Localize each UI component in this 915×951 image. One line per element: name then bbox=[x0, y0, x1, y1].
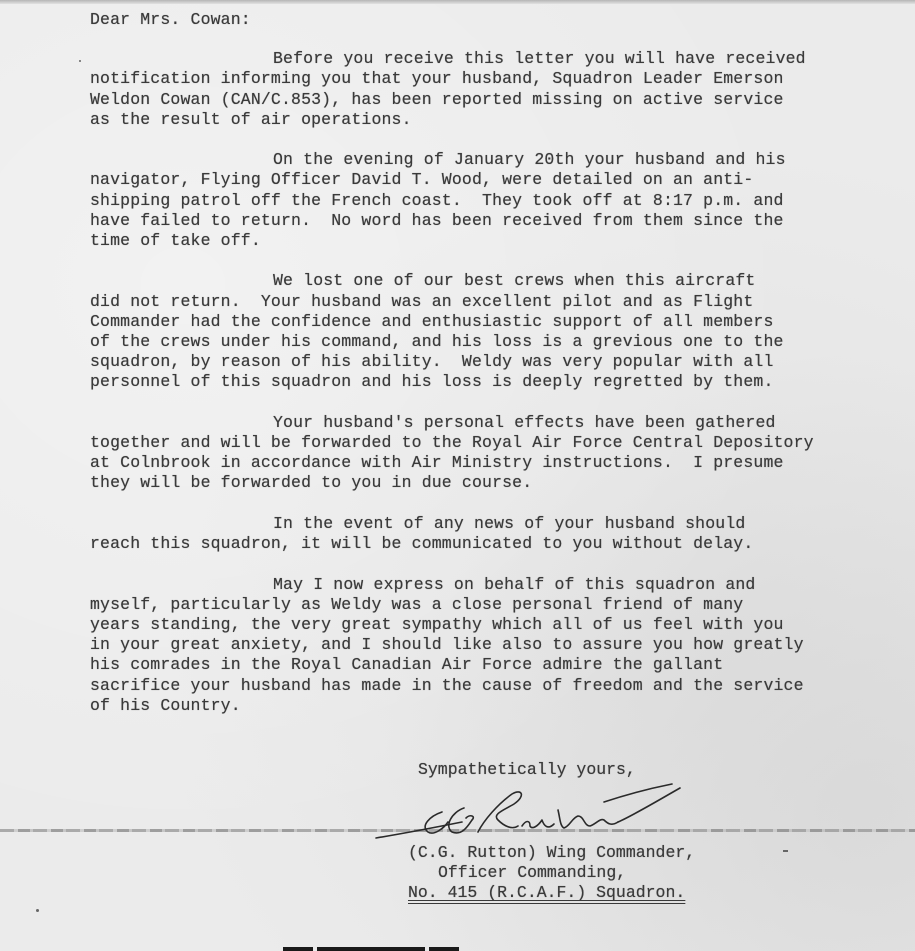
text-line: of the crews under his command, and his loss is a grevious one to the bbox=[90, 332, 784, 352]
scan-edge-bar bbox=[283, 947, 313, 951]
text-line: reach this squadron, it will be communicated to you without delay. bbox=[90, 534, 754, 554]
text-line: they will be forwarded to you in due course. bbox=[90, 473, 533, 493]
closing: Sympathetically yours, bbox=[418, 760, 636, 779]
text-line: together and will be forwarded to the Royal Air Force Central Depository bbox=[90, 433, 814, 453]
text-line: years standing, the very great sympathy which all of us feel with you bbox=[90, 614, 784, 634]
text-line: at Colnbrook in accordance with Air Ministry instructions. I presume bbox=[90, 453, 784, 473]
salutation: Dear Mrs. Cowan: bbox=[90, 10, 251, 29]
squadron-name: No. 415 (R.C.A.F.) Squadron. bbox=[408, 883, 686, 903]
text-line: sacrifice your husband has made in the cause of freedom and the service bbox=[90, 675, 804, 695]
text-line: We lost one of our best crews when this aircraft bbox=[273, 271, 756, 291]
paragraph-mission bbox=[90, 150, 830, 251]
paper-speck bbox=[79, 60, 81, 62]
text-line: did not return. Your husband was an excellent pilot and as Flight bbox=[90, 291, 754, 311]
signatory-title: Officer Commanding, bbox=[438, 863, 627, 883]
signatory-name-rank: (C.G. Rutton) Wing Commander, bbox=[408, 843, 696, 862]
text-line: On the evening of January 20th your husband and his bbox=[273, 150, 786, 170]
text-line: Before you receive this letter you will have received bbox=[273, 49, 806, 69]
text-line: personnel of this squadron and his loss is deeply regretted by them. bbox=[90, 372, 774, 392]
paragraph-news bbox=[90, 514, 830, 554]
paragraph-notification bbox=[90, 49, 830, 130]
handwritten-signature bbox=[372, 782, 692, 842]
letter-body bbox=[90, 10, 830, 736]
paper-speck bbox=[783, 850, 788, 852]
text-line: in your great anxiety, and I should like also to assure you how greatly bbox=[90, 635, 804, 655]
text-line: Commander had the confidence and enthusiastic support of all members bbox=[90, 311, 774, 331]
paragraph-effects bbox=[90, 413, 830, 494]
signature-block bbox=[408, 843, 695, 904]
text-line: Weldon Cowan (CAN/C.853), has been reported missing on active service bbox=[90, 89, 784, 109]
text-line: have failed to return. No word has been received from them since the bbox=[90, 210, 784, 230]
text-line: shipping patrol off the French coast. They took off at 8:17 p.m. and bbox=[90, 190, 784, 210]
text-line: squadron, by reason of his ability. Weldy was very popular with all bbox=[90, 352, 774, 372]
scan-edge-bar bbox=[317, 947, 425, 951]
paragraph-tribute bbox=[90, 271, 830, 392]
text-line: as the result of air operations. bbox=[90, 109, 412, 129]
paper-top-edge bbox=[0, 0, 915, 4]
text-line: In the event of any news of your husband should bbox=[273, 513, 746, 533]
paper-speck bbox=[36, 909, 39, 912]
text-line: of his Country. bbox=[90, 695, 241, 715]
text-line: notification informing you that your husband, Squadron Leader Emerson bbox=[90, 69, 784, 89]
scan-edge-bar bbox=[429, 947, 459, 951]
text-line: navigator, Flying Officer David T. Wood, were detailed on an anti- bbox=[90, 170, 754, 190]
text-line: myself, particularly as Weldy was a close personal friend of many bbox=[90, 594, 744, 614]
text-line: his comrades in the Royal Canadian Air Force admire the gallant bbox=[90, 655, 724, 675]
text-line: time of take off. bbox=[90, 230, 261, 250]
text-line: Your husband's personal effects have been gathered bbox=[273, 412, 776, 432]
paragraph-sympathy bbox=[90, 575, 830, 716]
text-line: May I now express on behalf of this squadron and bbox=[273, 574, 756, 594]
